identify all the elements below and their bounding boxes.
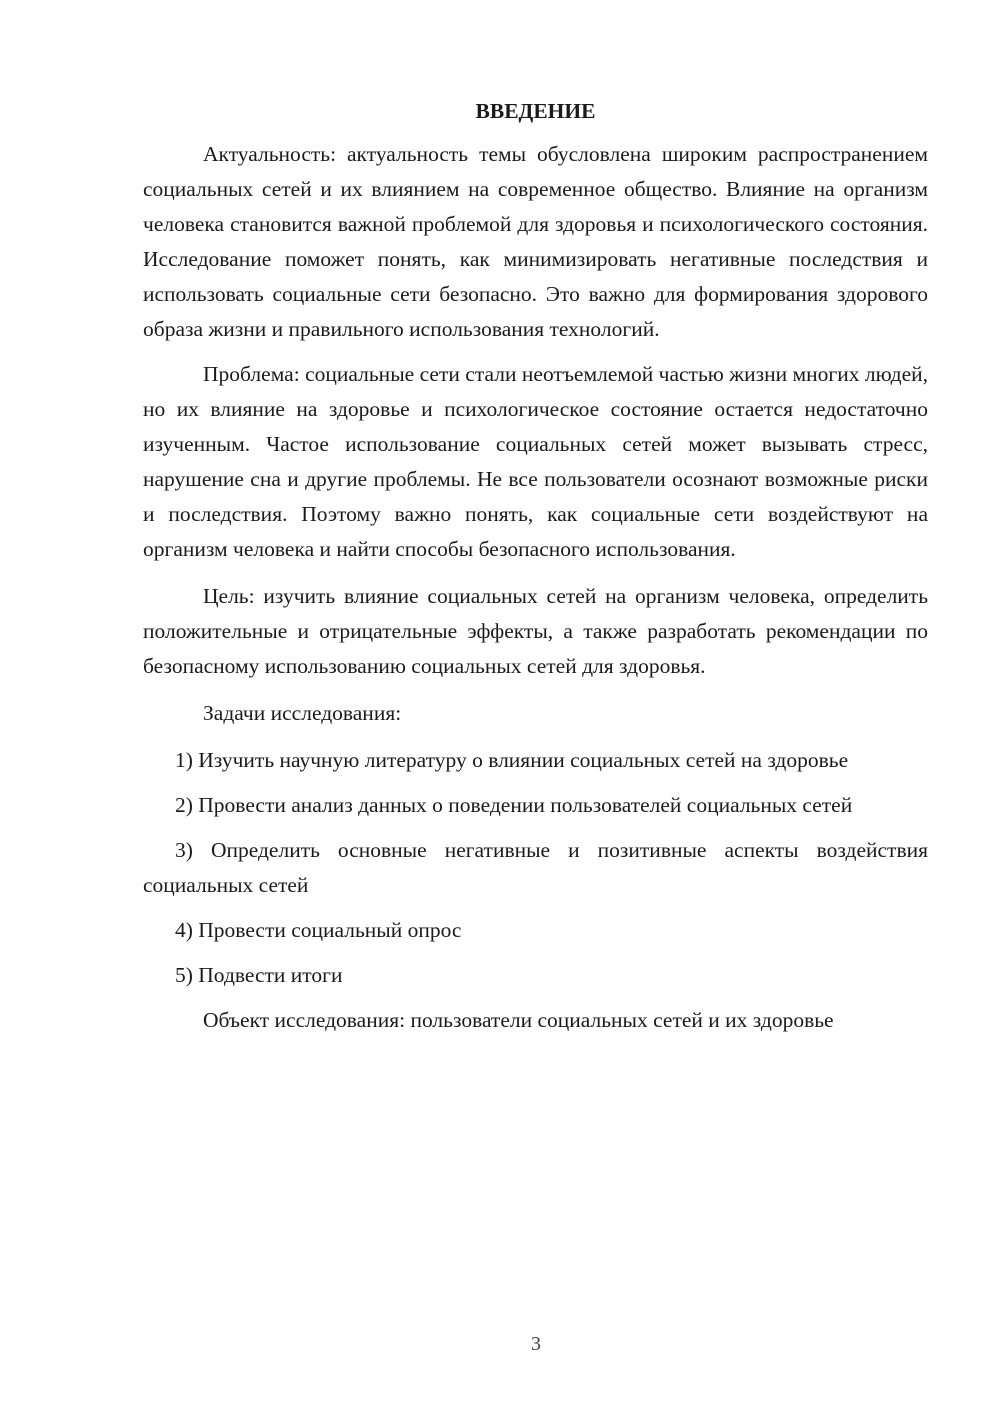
page-number: 3 xyxy=(531,1333,541,1355)
task-item-1: 1) Изучить научную литературу о влиянии социальных сетей на здоровье xyxy=(175,748,849,772)
document-page xyxy=(143,96,928,1038)
tasks-heading: Задачи исследования: xyxy=(203,701,402,725)
problem-paragraph: Проблема: социальные сети стали неотъемлемой частью жизни многих людей, но их влияние на здоровье и психологическое состояние остается недостаточно изученным. Частое использование социальных сетей может вызывать стресс, нарушение сна и другие проблемы. Не все пользователи осознают возможные риски и последствия. Поэтому важно понять, как социальные сети воздействуют на организм человека и найти способы безопасного использования. xyxy=(143,362,928,561)
goal-paragraph: Цель: изучить влияние социальных сетей на организм человека, определить положительные и отрицательные эффекты, а также разработать рекомендации по безопасному использованию социальных сетей для здоровья. xyxy=(143,584,928,678)
relevance-paragraph: Актуальность: актуальность темы обусловлена широким распространением социальных сетей и их влиянием на современное общество. Влияние на организм человека становится важной проблемой для здоровья и психологического состояния. Исследование поможет понять, как минимизировать негативные последствия и использовать социальные сети безопасно. Это важно для формирования здорового образа жизни и правильного использования технологий. xyxy=(143,142,928,341)
task-item-3: 3) Определить основные негативные и позитивные аспекты воздействия социальных сетей xyxy=(143,838,928,897)
task-item-5: 5) Подвести итоги xyxy=(175,963,343,987)
research-object-paragraph: Объект исследования: пользователи социальных сетей и их здоровье xyxy=(203,1008,834,1032)
task-item-4: 4) Провести социальный опрос xyxy=(175,918,462,942)
task-item-2: 2) Провести анализ данных о поведении пользователей социальных сетей xyxy=(175,793,853,817)
page-title: ВВЕДЕНИЕ xyxy=(475,99,596,123)
